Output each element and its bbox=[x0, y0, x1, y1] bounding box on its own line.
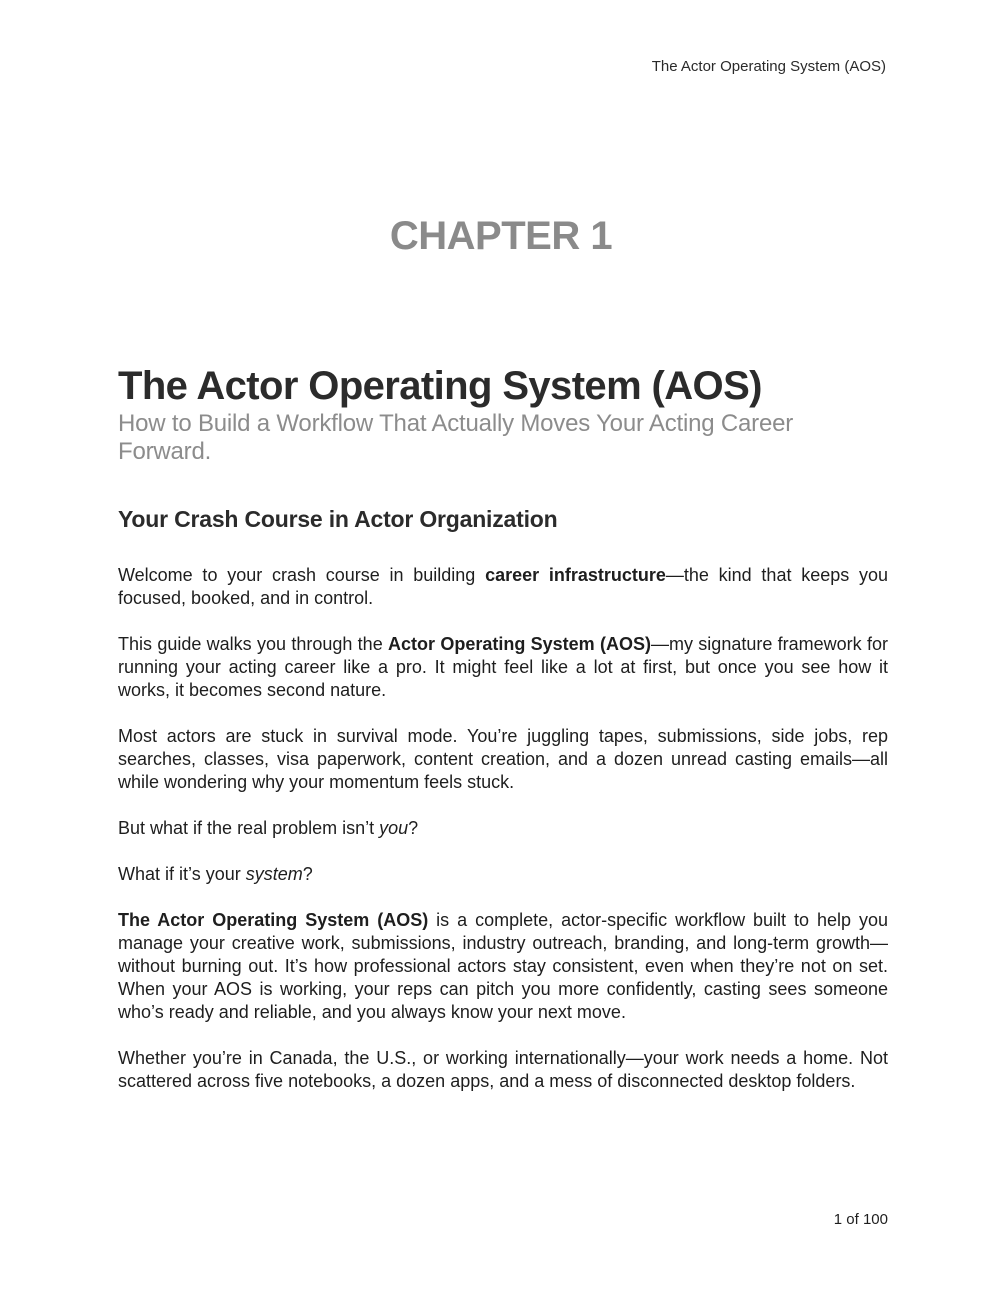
chapter-title: The Actor Operating System (AOS) bbox=[118, 364, 762, 408]
chapter-label: CHAPTER 1 bbox=[389, 214, 613, 258]
chapter-subtitle: How to Build a Workflow That Actually Moves Your Acting Career Forward. bbox=[118, 410, 794, 465]
paragraph-text: —my signature framework for running your acting career like a pro. It might feel like a lot at first, but once you see how it works, it becomes second nature. bbox=[118, 634, 888, 700]
paragraph-real-problem bbox=[118, 817, 888, 840]
page-content bbox=[118, 362, 888, 1093]
italic-term: you bbox=[379, 818, 409, 838]
paragraph-work-needs-home: Whether you’re in Canada, the U.S., or working internationally—your work needs a home. Not scattered across five notebooks, a dozen apps, and a mess of disconnected desktop folders. bbox=[118, 1048, 888, 1091]
paragraph-text: —the kind that keeps you focused, booked, and in control. bbox=[118, 565, 888, 608]
paragraph-text: What if it’s your bbox=[118, 864, 246, 884]
bold-term: The Actor Operating System (AOS) bbox=[118, 910, 429, 930]
paragraph-aos-definition bbox=[118, 909, 888, 1024]
section-heading: Your Crash Course in Actor Organization bbox=[118, 506, 558, 532]
paragraph-your-system bbox=[118, 863, 888, 886]
bold-term: Actor Operating System (AOS) bbox=[388, 634, 651, 654]
paragraph-text: This guide walks you through the bbox=[118, 634, 389, 654]
paragraph-text: ? bbox=[408, 818, 419, 838]
paragraph-survival-mode: Most actors are stuck in survival mode. You’re juggling tapes, submissions, side jobs, rep searches, classes, visa paperwork, content creation, and a dozen unread casting emails—all while wondering why your momentum feels stuck. bbox=[118, 726, 888, 792]
page-number: 1 of 100 bbox=[833, 1211, 888, 1228]
paragraph-text: Welcome to your crash course in building bbox=[118, 565, 486, 585]
paragraph-welcome bbox=[118, 564, 888, 610]
italic-term: system bbox=[245, 864, 303, 884]
running-header: The Actor Operating System (AOS) bbox=[651, 58, 886, 75]
paragraph-guide bbox=[118, 633, 888, 702]
paragraph-text: is a complete, actor-specific workflow built to help you manage your creative work, submissions, industry outreach, branding, and long-term growth—without burning out. It’s how professional actors stay consistent, even when they’re not on set. When your AOS is working, your reps can pitch you more confidently, casting sees someone who’s ready and reliable, and you always know your next move. bbox=[118, 910, 888, 1022]
bold-term: career infrastructure bbox=[485, 565, 666, 585]
paragraph-text: ? bbox=[302, 864, 313, 884]
paragraph-text: But what if the real problem isn’t bbox=[118, 818, 380, 838]
